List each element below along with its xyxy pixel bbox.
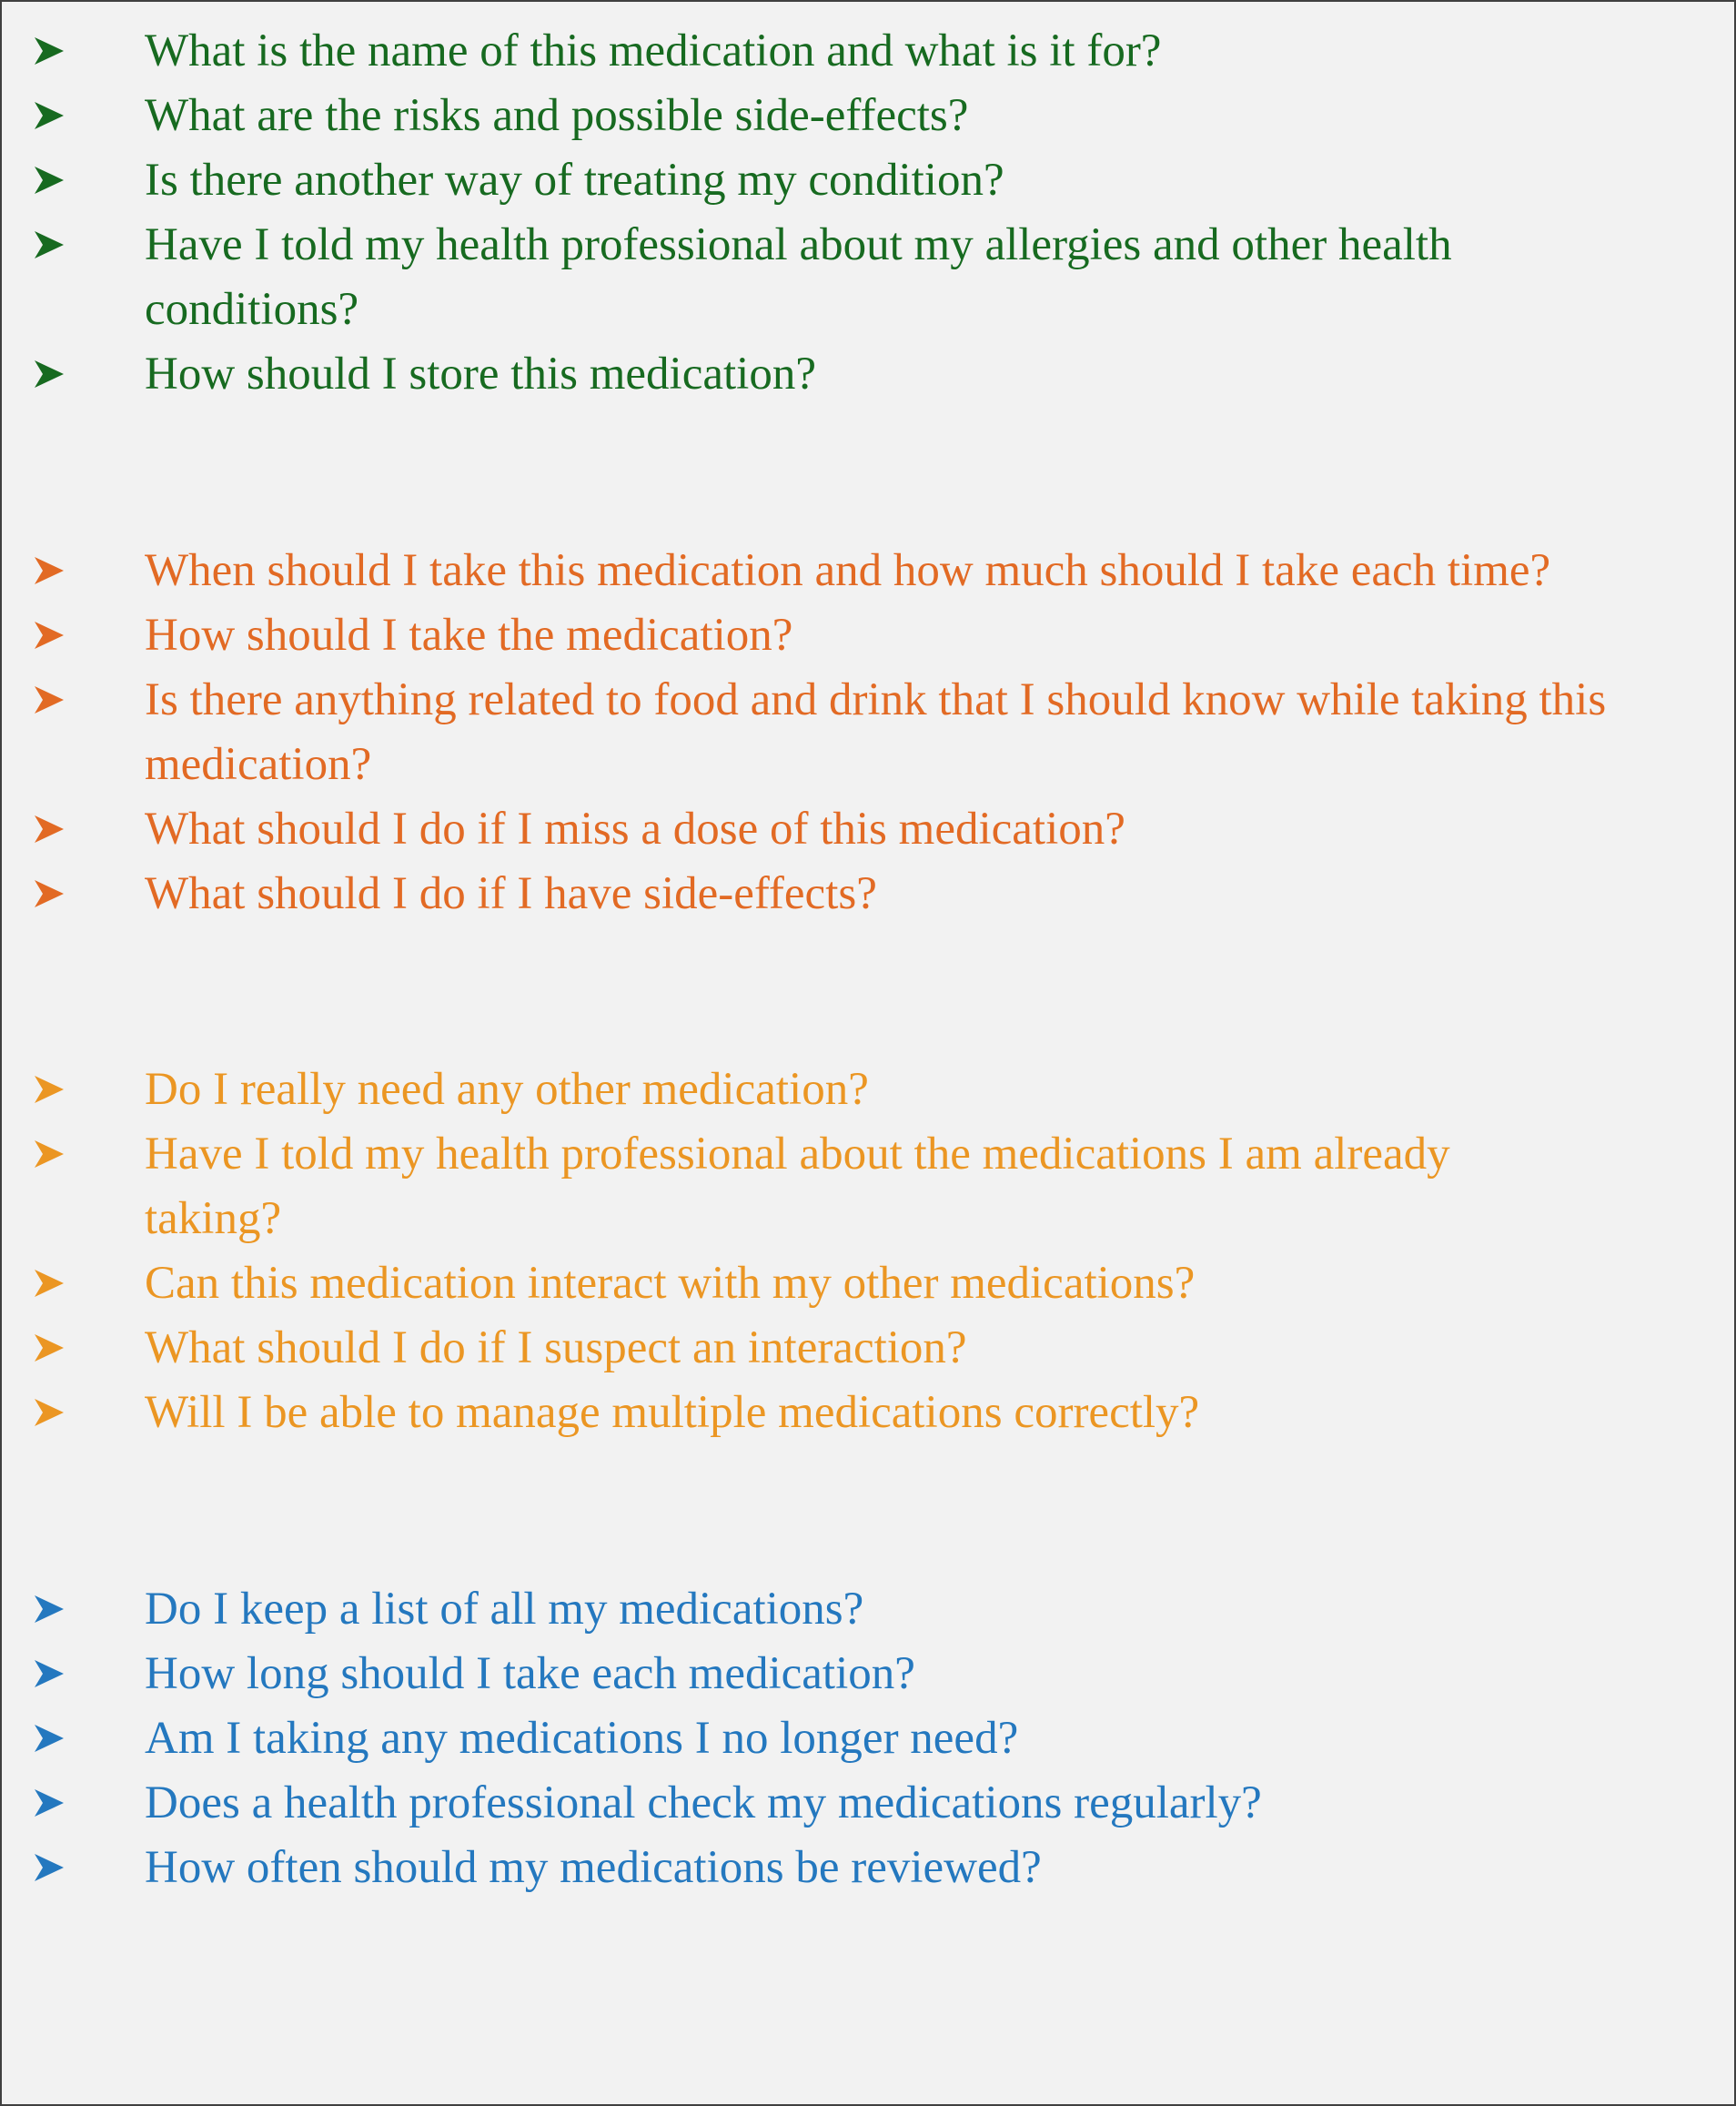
- question-text: What are the risks and possible side-effects?: [145, 90, 969, 141]
- section-reviewing-medication: [2, 1577, 1734, 1900]
- list-item: [2, 797, 1734, 862]
- question-text: Have I told my health professional about my allergies and other health conditions?: [145, 219, 1452, 335]
- arrow-bullet-icon: [35, 342, 66, 407]
- list-item: [2, 1577, 1734, 1642]
- list-item: [2, 1058, 1734, 1122]
- list-item: [2, 668, 1734, 797]
- arrow-bullet-icon: [35, 213, 66, 278]
- section-adding-medication: [2, 1058, 1734, 1445]
- arrow-bullet-icon: [35, 1642, 66, 1706]
- arrow-bullet-icon: [35, 539, 66, 603]
- question-text: Can this medication interact with my other medications?: [145, 1258, 1196, 1309]
- list-item: [2, 1316, 1734, 1381]
- question-text: Am I taking any medications I no longer need?: [145, 1713, 1019, 1764]
- section-about-medication: [2, 19, 1734, 407]
- arrow-bullet-icon: [35, 1706, 66, 1771]
- arrow-bullet-icon: [35, 1381, 66, 1445]
- list-item: [2, 1836, 1734, 1900]
- arrow-bullet-icon: [35, 603, 66, 668]
- list-item: [2, 84, 1734, 148]
- arrow-bullet-icon: [35, 1316, 66, 1381]
- question-text: Is there another way of treating my condition?: [145, 155, 1004, 206]
- question-text: Does a health professional check my medications regularly?: [145, 1777, 1262, 1828]
- question-text: What should I do if I suspect an interaction?: [145, 1322, 967, 1373]
- list-item: [2, 539, 1734, 603]
- list-item: [2, 1706, 1734, 1771]
- question-text: Do I keep a list of all my medications?: [145, 1584, 864, 1635]
- arrow-bullet-icon: [35, 1771, 66, 1836]
- list-item: [2, 1771, 1734, 1836]
- question-text: How long should I take each medication?: [145, 1648, 915, 1699]
- list-item: [2, 1642, 1734, 1706]
- arrow-bullet-icon: [35, 19, 66, 84]
- question-text: How should I store this medication?: [145, 349, 816, 400]
- section-taking-medication: [2, 539, 1734, 926]
- arrow-bullet-icon: [35, 1251, 66, 1316]
- arrow-bullet-icon: [35, 1058, 66, 1122]
- question-text: How should I take the medication?: [145, 610, 793, 661]
- list-item: [2, 342, 1734, 407]
- question-text: Is there anything related to food and drink that I should know while taking this medication?: [145, 674, 1607, 790]
- arrow-bullet-icon: [35, 862, 66, 926]
- question-text: Do I really need any other medication?: [145, 1064, 869, 1115]
- list-item: [2, 1251, 1734, 1316]
- list-item: [2, 1122, 1734, 1251]
- arrow-bullet-icon: [35, 1577, 66, 1642]
- arrow-bullet-icon: [35, 1836, 66, 1900]
- question-text: What should I do if I have side-effects?: [145, 868, 877, 919]
- list-item: [2, 148, 1734, 213]
- arrow-bullet-icon: [35, 797, 66, 862]
- arrow-bullet-icon: [35, 148, 66, 213]
- arrow-bullet-icon: [35, 84, 66, 148]
- question-text: Have I told my health professional about the medications I am already taking?: [145, 1129, 1450, 1244]
- list-item: [2, 213, 1734, 342]
- list-item: [2, 862, 1734, 926]
- question-text: What is the name of this medication and what is it for?: [145, 25, 1162, 76]
- question-text: What should I do if I miss a dose of this medication?: [145, 804, 1125, 855]
- list-item: [2, 1381, 1734, 1445]
- question-text: When should I take this medication and how much should I take each time?: [145, 545, 1551, 596]
- arrow-bullet-icon: [35, 1122, 66, 1187]
- question-text: Will I be able to manage multiple medications correctly?: [145, 1387, 1200, 1438]
- arrow-bullet-icon: [35, 668, 66, 733]
- list-item: [2, 603, 1734, 668]
- list-item: [2, 19, 1734, 84]
- question-text: How often should my medications be reviewed?: [145, 1842, 1042, 1893]
